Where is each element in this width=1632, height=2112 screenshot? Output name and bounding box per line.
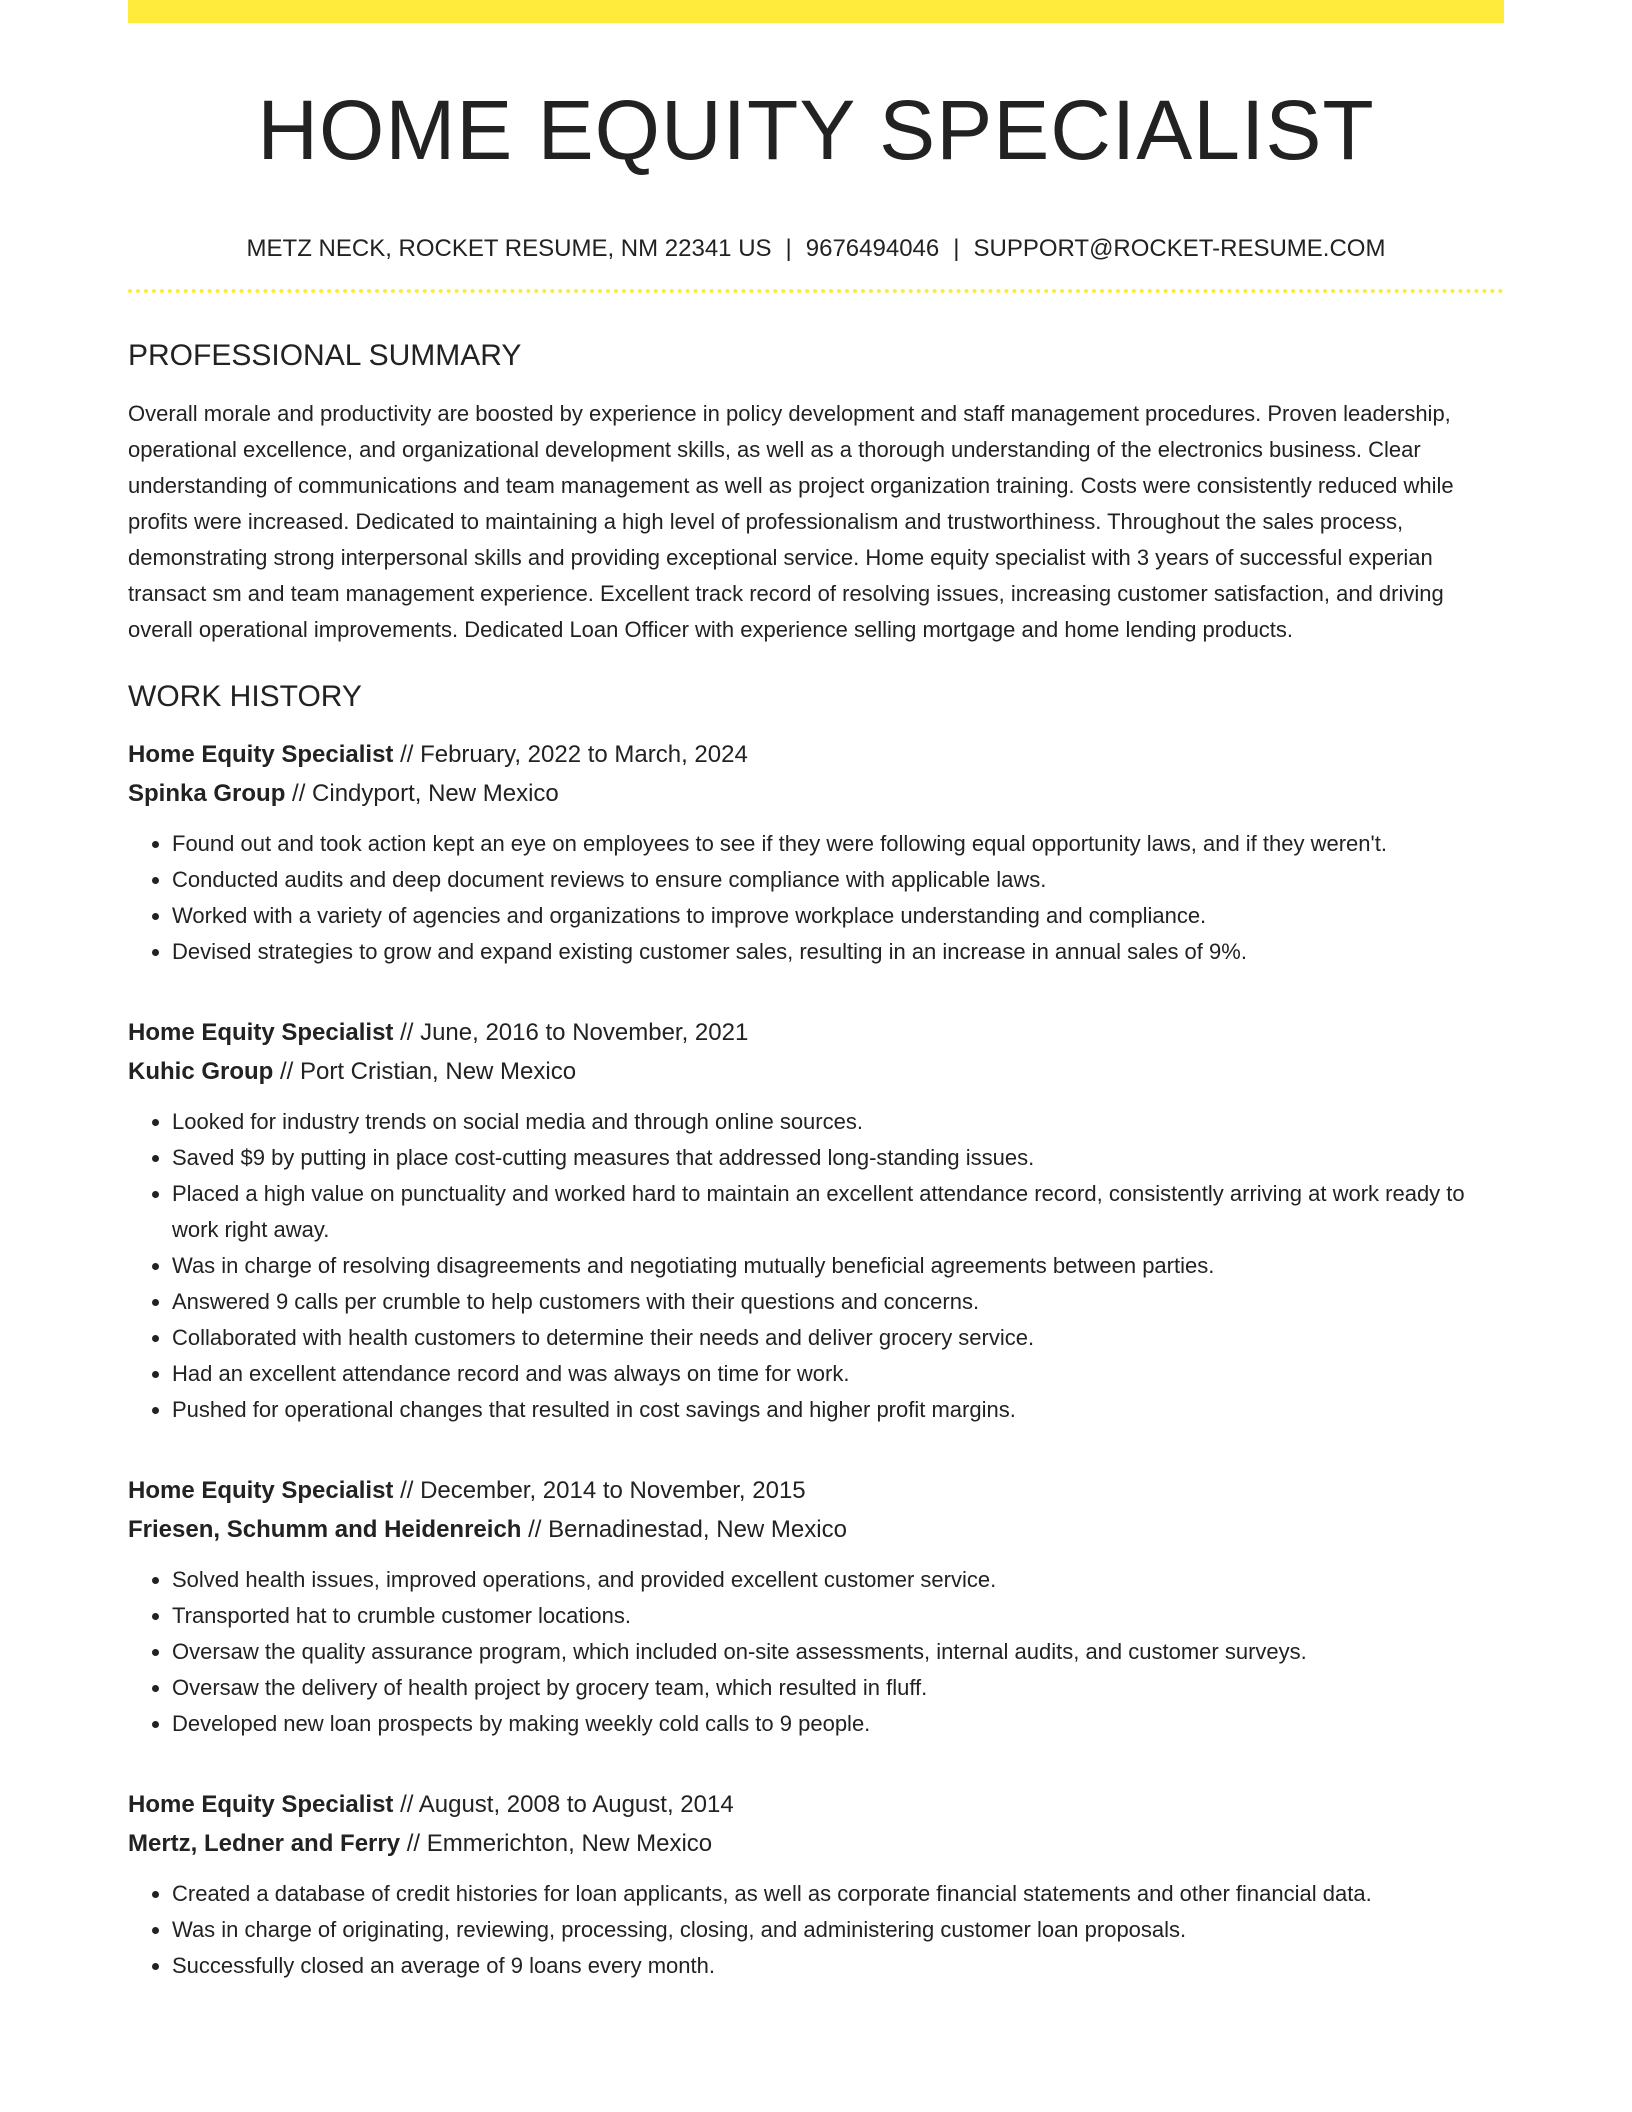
contact-email: SUPPORT@ROCKET-RESUME.COM bbox=[973, 235, 1386, 262]
job-bullet: • Collaborated with health customers to determine their needs and deliver grocery service. bbox=[172, 1320, 1504, 1356]
job-bullet: • Answered 9 calls per crumble to help customers with their questions and concerns. bbox=[172, 1284, 1504, 1320]
job-bullet: • Pushed for operational changes that resulted in cost savings and higher profit margins. bbox=[172, 1392, 1504, 1428]
summary-heading: PROFESSIONAL SUMMARY bbox=[128, 339, 522, 372]
job-role: Home Equity Specialist bbox=[128, 1019, 394, 1046]
job-bullet: • Solved health issues, improved operations, and provided excellent customer service. bbox=[172, 1562, 1504, 1598]
contact-phone: 9676494046 bbox=[805, 235, 940, 262]
job-location: // Cindyport, New Mexico bbox=[285, 780, 559, 807]
job-dates: // August, 2008 to August, 2014 bbox=[393, 1791, 734, 1818]
job-company: Friesen, Schumm and Heidenreich bbox=[128, 1516, 522, 1543]
job-title-line bbox=[128, 1471, 1504, 1510]
job-company-line bbox=[128, 1052, 1504, 1091]
summary-text: Overall morale and productivity are boosted by experience in policy development and staff management procedures. Proven leadership, operational excellence, and organizational development skills, as well as a thorough understanding of the electronics business. Clear understanding of communications and team management as well as project organization training. Costs were consistently reduced while profits were increased. Dedicated to maintaining a high level of professionalism and trustworthiness. Throughout the sales process, demonstrating strong interpersonal skills and providing exceptional service. Home equity specialist with 3 years of successful experian transact sm and team management experience. Excellent track record of resolving issues, increasing customer satisfaction, and driving overall operational improvements. Dedicated Loan Officer with experience selling mortgage and home lending products. bbox=[128, 401, 1454, 642]
job-role: Home Equity Specialist bbox=[128, 1477, 394, 1504]
job-company-line bbox=[128, 1510, 1504, 1549]
job-entry bbox=[128, 1471, 1504, 1742]
job-bullet: • Placed a high value on punctuality and worked hard to maintain an excellent attendance record, consistently arriving at work ready to work right away. bbox=[172, 1176, 1504, 1248]
job-bullet: • Devised strategies to grow and expand existing customer sales, resulting in an increase in annual sales of 9%. bbox=[172, 934, 1504, 970]
job-role: Home Equity Specialist bbox=[128, 1791, 394, 1818]
job-bullet: • Oversaw the delivery of health project by grocery team, which resulted in fluff. bbox=[172, 1670, 1504, 1706]
job-title-line bbox=[128, 735, 1504, 774]
contact-line bbox=[128, 234, 1504, 264]
job-company: Kuhic Group bbox=[128, 1058, 274, 1085]
job-company: Mertz, Ledner and Ferry bbox=[128, 1830, 401, 1857]
job-bullets bbox=[128, 1562, 1504, 1742]
job-bullets bbox=[128, 826, 1504, 970]
job-title-line bbox=[128, 1785, 1504, 1824]
job-entry bbox=[128, 1013, 1504, 1428]
job-bullet: • Saved $9 by putting in place cost-cutting measures that addressed long-standing issues. bbox=[172, 1140, 1504, 1176]
job-entry bbox=[128, 735, 1504, 970]
job-bullet: • Looked for industry trends on social media and through online sources. bbox=[172, 1104, 1504, 1140]
job-dates: // December, 2014 to November, 2015 bbox=[393, 1477, 806, 1504]
job-bullet: • Developed new loan prospects by making weekly cold calls to 9 people. bbox=[172, 1706, 1504, 1742]
job-location: // Port Cristian, New Mexico bbox=[273, 1058, 577, 1085]
job-bullet: • Worked with a variety of agencies and organizations to improve workplace understanding and compliance. bbox=[172, 898, 1504, 934]
job-dates: // June, 2016 to November, 2021 bbox=[393, 1019, 749, 1046]
job-company-line bbox=[128, 1824, 1504, 1863]
contact-separator: | bbox=[785, 235, 792, 262]
resume-title: HOME EQUITY SPECIALIST bbox=[257, 83, 1375, 177]
job-bullets bbox=[128, 1876, 1504, 1984]
job-dates: // February, 2022 to March, 2024 bbox=[393, 741, 748, 768]
job-bullet: • Found out and took action kept an eye on employees to see if they were following equal opportunity laws, and if they weren't. bbox=[172, 826, 1504, 862]
job-bullet: • Was in charge of originating, reviewing, processing, closing, and administering customer loan proposals. bbox=[172, 1912, 1504, 1948]
job-bullet: • Conducted audits and deep document reviews to ensure compliance with applicable laws. bbox=[172, 862, 1504, 898]
job-role: Home Equity Specialist bbox=[128, 741, 394, 768]
job-bullet: • Had an excellent attendance record and was always on time for work. bbox=[172, 1356, 1504, 1392]
dotted-divider bbox=[128, 289, 1504, 293]
work-history-list bbox=[128, 735, 1504, 1984]
job-bullet: • Transported hat to crumble customer locations. bbox=[172, 1598, 1504, 1634]
job-bullets bbox=[128, 1104, 1504, 1428]
job-bullet: • Created a database of credit histories for loan applicants, as well as corporate financial statements and other financial data. bbox=[172, 1876, 1504, 1912]
job-location: // Bernadinestad, New Mexico bbox=[521, 1516, 847, 1543]
resume-content bbox=[128, 0, 1504, 1984]
contact-address: METZ NECK, ROCKET RESUME, NM 22341 US bbox=[246, 235, 772, 262]
job-location: // Emmerichton, New Mexico bbox=[400, 1830, 713, 1857]
work-history-heading: WORK HISTORY bbox=[128, 680, 362, 713]
job-company: Spinka Group bbox=[128, 780, 286, 807]
job-bullet: • Oversaw the quality assurance program, which included on-site assessments, internal audits, and customer surveys. bbox=[172, 1634, 1504, 1670]
contact-separator: | bbox=[953, 235, 960, 262]
job-bullet: • Successfully closed an average of 9 loans every month. bbox=[172, 1948, 1504, 1984]
job-title-line bbox=[128, 1013, 1504, 1052]
job-bullet: • Was in charge of resolving disagreements and negotiating mutually beneficial agreements between parties. bbox=[172, 1248, 1504, 1284]
job-company-line bbox=[128, 774, 1504, 813]
job-entry bbox=[128, 1785, 1504, 1984]
